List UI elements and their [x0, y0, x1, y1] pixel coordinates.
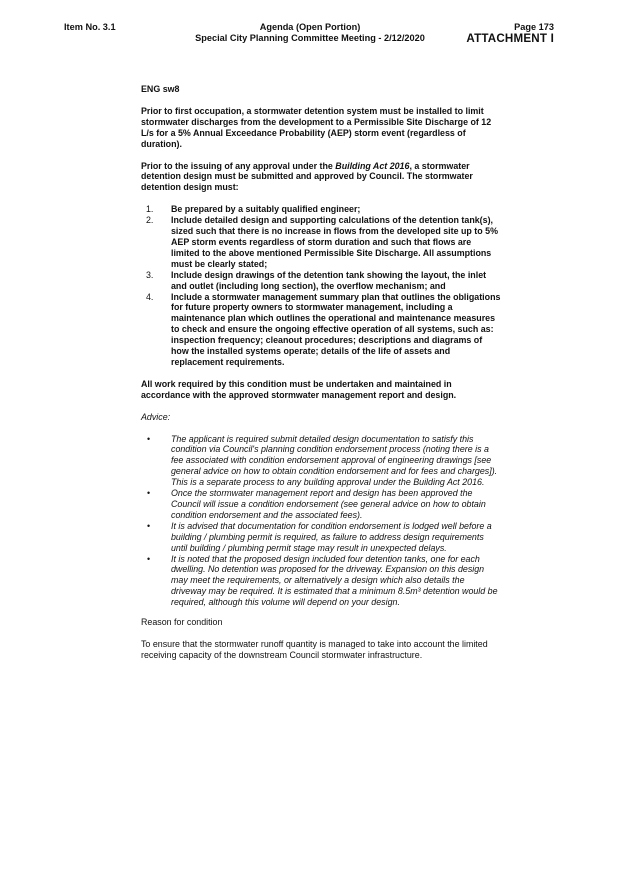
reason-text: To ensure that the stormwater runoff quantity is managed to take into account the limited receiving capacity of the downstream Council stormwater infrastructure. — [141, 638, 488, 660]
list-item — [141, 554, 501, 609]
list-item — [141, 434, 501, 489]
list-item-text: Include a stormwater management summary plan that outlines the obligations for future property owners to stormwater management, including a maintenance plan which outlines the operational and maintenance measures to check and ensure the ongoing effective operation of all systems, such as: inspection frequency; cleanout procedures; descriptions and diagrams of how the installed systems operate; details of the life of assets and replacement requirements. — [171, 291, 501, 367]
advice-list — [141, 434, 501, 609]
condition-body — [141, 84, 501, 661]
list-item — [141, 488, 501, 521]
meeting-title: Special City Planning Committee Meeting - 2/12/2020 — [195, 33, 425, 43]
list-item — [141, 215, 501, 270]
design-submission — [141, 161, 501, 194]
list-item-text: Include design drawings of the detention tank showing the layout, the inlet and outlet (including long section), the overflow mechanism; and — [171, 269, 487, 291]
maintenance-statement: All work required by this condition must be undertaken and maintained in accordance with the approved stormwater management report and design. — [141, 378, 457, 400]
list-number: 2. — [146, 215, 154, 226]
page-info — [466, 22, 554, 44]
page-header — [0, 20, 622, 50]
list-number: 1. — [146, 204, 154, 215]
advice-text: The applicant is required submit detailed design documentation to satisfy this condition via Council's planning condition endorsement process (noting there is a fee associated with condition endorsement approval of engineering drawings [see general advice on how to obtain condition endorsement and for fees and charges]). This is a separate process to any building approval under the Building Act 2016. — [171, 433, 498, 488]
item-number: Item No. 3.1 — [64, 22, 116, 32]
list-item — [141, 292, 501, 368]
list-item — [141, 270, 501, 292]
design-submission-lead: Prior to the issuing of any approval under the — [141, 160, 336, 171]
design-requirements-list — [141, 204, 501, 368]
bullet-icon: • — [147, 520, 151, 531]
design-submission-tail: , a stormwater detention design must be submitted and approved by Council. The stormwater detention design must: — [141, 160, 473, 193]
list-item-text: Be prepared by a suitably qualified engineer; — [171, 204, 361, 215]
reason-label: Reason for condition — [141, 617, 223, 628]
advice-text: Once the stormwater management report and design has been approved the Council will issue a condition endorsement (see general advice on how to obtain condition endorsement and the associated fees). — [171, 488, 486, 520]
list-item — [141, 521, 501, 554]
bullet-icon: • — [147, 433, 151, 444]
list-number: 3. — [146, 269, 154, 280]
bullet-icon: • — [147, 488, 151, 499]
list-number: 4. — [146, 291, 154, 302]
attachment-label: ATTACHMENT I — [466, 32, 554, 45]
condition-code: ENG sw8 — [141, 84, 180, 94]
agenda-title: Agenda (Open Portion) — [259, 22, 361, 32]
detention-requirement: Prior to first occupation, a stormwater detention system must be installed to limit stormwater discharges from the development to a Permissible Site Discharge of 12 L/s for a 5% Annual Exceedance Probability (AEP) storm event (regardless of duration). — [141, 105, 492, 149]
advice-text: It is noted that the proposed design included four detention tanks, one for each dwelling. No detention was proposed for the driveway. Expansion on this design may meet the requirements, or alternatively a design which also details the driveway may be required. It is estimated that a minimum 8.5m³ detention would be required, although this volume will depend on your design. — [171, 553, 498, 608]
page-number: Page 173 — [514, 22, 554, 32]
advice-text: It is advised that documentation for condition endorsement is lodged well before a building / plumbing permit is required, as failure to address design requirements until building / plumbing permit stage may result in unexpected delays. — [171, 520, 492, 553]
bullet-icon: • — [147, 553, 151, 564]
agenda-heading — [150, 22, 470, 44]
advice-label: Advice: — [141, 411, 171, 422]
list-item — [141, 204, 501, 215]
list-item-text: Include detailed design and supporting calculations of the detention tank(s), sized such that there is no increase in flows from the developed site up to 5% AEP storm events regardless of storm duration and such that flows are limited to the above mentioned Permissible Site Discharge. All assumptions must be clearly stated; — [171, 215, 498, 269]
building-act-ref: Building Act 2016 — [335, 160, 410, 171]
